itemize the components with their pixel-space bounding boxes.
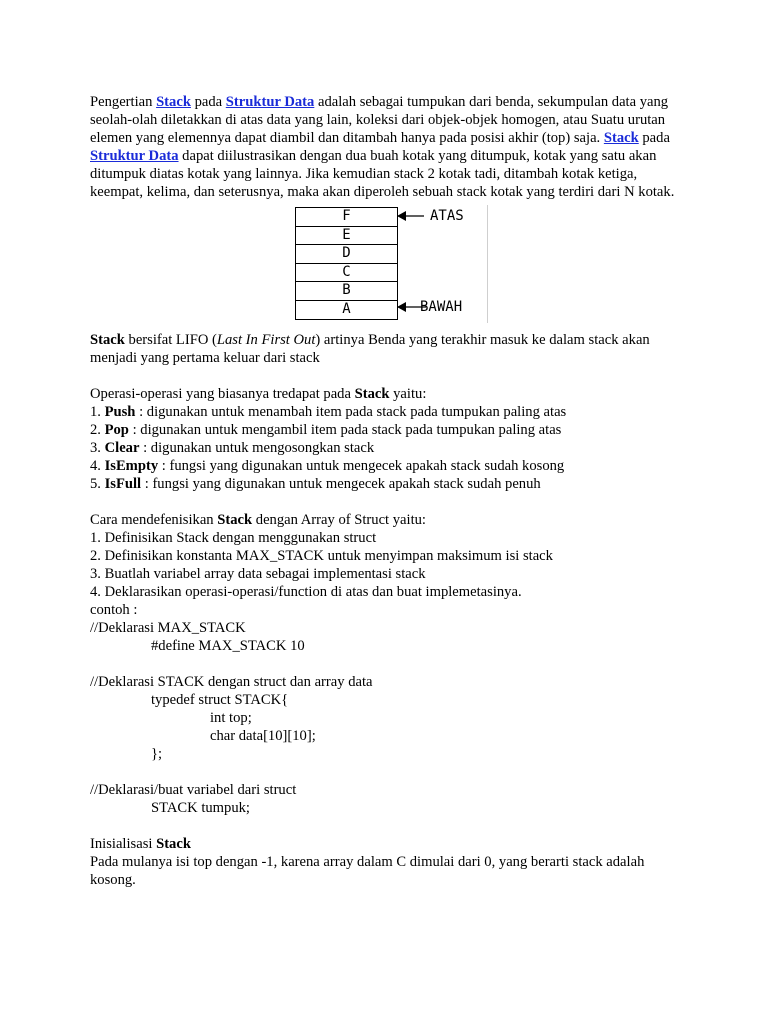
stack-cell-a: A: [296, 301, 397, 320]
intro-text: pada: [638, 130, 670, 146]
code-line: char data[10][10];: [210, 728, 316, 744]
ops-item-push: 1. Push : digunakan untuk menambah item pada stack pada tumpukan paling atas: [90, 404, 567, 420]
intro-paragraph: [90, 93, 690, 201]
define-text: Cara mendefenisikan: [90, 512, 218, 528]
code-line: int top;: [210, 710, 252, 726]
stack-cell-e: E: [296, 227, 397, 246]
stack-term: Stack: [354, 386, 390, 402]
struktur-data-link[interactable]: Struktur Data: [225, 94, 315, 110]
define-heading: [90, 511, 690, 529]
ops-text: yaitu:: [389, 386, 427, 402]
contoh-label: contoh :: [90, 602, 138, 618]
code-line: #define MAX_STACK 10: [151, 638, 305, 654]
ops-item-pop: 2. Pop : digunakan untuk mengambil item pada stack pada tumpukan paling atas: [90, 422, 562, 438]
stack-cell-c: C: [296, 264, 397, 283]
stack-link[interactable]: Stack: [603, 130, 639, 146]
stack-term: Stack: [217, 512, 253, 528]
stack-link[interactable]: Stack: [156, 94, 191, 110]
define-step: 2. Definisikan konstanta MAX_STACK untuk menyimpan maksimum isi stack: [90, 548, 553, 564]
stack-term: Stack: [90, 332, 125, 348]
lifo-term: Last In First Out: [216, 332, 316, 348]
stack-cell-f: F: [296, 208, 397, 227]
top-label: ATAS: [430, 208, 464, 224]
document-page: [90, 93, 690, 889]
code-comment: //Deklarasi STACK dengan struct dan array data: [90, 674, 373, 690]
define-step: 4. Deklarasikan operasi-operasi/function di atas dan buat implemetasinya.: [90, 584, 522, 600]
bottom-label: BAWAH: [420, 299, 463, 315]
intro-text: dapat diilustrasikan dengan dua buah kotak yang ditumpuk, kotak yang satu akan ditumpuk diatas kotak yang lainnya. Jika kemudian stack 2 kotak tadi, ditambah kotak ketiga, keempat, kelima, dan seterusnya, maka akan diperoleh sebuah stack kotak yang terdiri dari N kotak.: [90, 148, 675, 200]
stack-diagram: [90, 205, 690, 323]
define-step: 3. Buatlah variabel array data sebagai implementasi stack: [90, 566, 426, 582]
code-line: };: [151, 746, 163, 762]
lifo-text: bersifat LIFO (: [124, 332, 217, 348]
init-heading: [90, 835, 690, 853]
stack-term: Stack: [156, 836, 191, 852]
init-paragraph: Pada mulanya isi top dengan -1, karena array dalam C dimulai dari 0, yang berarti stack adalah kosong.: [90, 854, 645, 888]
ops-item-isfull: 5. IsFull : fungsi yang digunakan untuk mengecek apakah stack sudah penuh: [90, 476, 541, 492]
intro-text: Pengertian: [90, 94, 157, 110]
intro-text: pada: [190, 94, 226, 110]
stack-boxes: [295, 207, 398, 320]
code-line: typedef struct STACK{: [151, 692, 289, 708]
define-step: 1. Definisikan Stack dengan menggunakan struct: [90, 530, 377, 546]
code-comment: //Deklarasi/buat variabel dari struct: [90, 782, 297, 798]
intro-text: adalah sebagai tumpukan dari benda, sekumpulan data yang seolah-olah diletakkan di atas data yang lain, koleksi dari objek-objek homogen, atau Suatu urutan elemen yang elemennya dapat diambil dan ditambah hanya pada posisi akhir (top) saja.: [90, 94, 669, 146]
ops-text: Operasi-operasi yang biasanya tredapat pada: [90, 386, 355, 402]
ops-heading: [90, 385, 690, 403]
ops-item-clear: 3. Clear : digunakan untuk mengosongkan stack: [90, 440, 375, 456]
stack-cell-b: B: [296, 282, 397, 301]
divider-line: [487, 205, 488, 323]
stack-cell-d: D: [296, 245, 397, 264]
lifo-text: ) artinya Benda yang terakhir masuk ke dalam stack akan menjadi yang pertama keluar dari stack: [90, 332, 650, 366]
define-text: dengan Array of Struct yaitu:: [252, 512, 426, 528]
code-line: STACK tumpuk;: [151, 800, 250, 816]
ops-item-isempty: 4. IsEmpty : fungsi yang digunakan untuk mengecek apakah stack sudah kosong: [90, 458, 565, 474]
init-text: Inisialisasi: [90, 836, 157, 852]
struktur-data-link[interactable]: Struktur Data: [90, 148, 179, 164]
code-comment: //Deklarasi MAX_STACK: [90, 620, 246, 636]
top-arrow-icon: [397, 211, 424, 221]
lifo-paragraph: [90, 331, 690, 367]
